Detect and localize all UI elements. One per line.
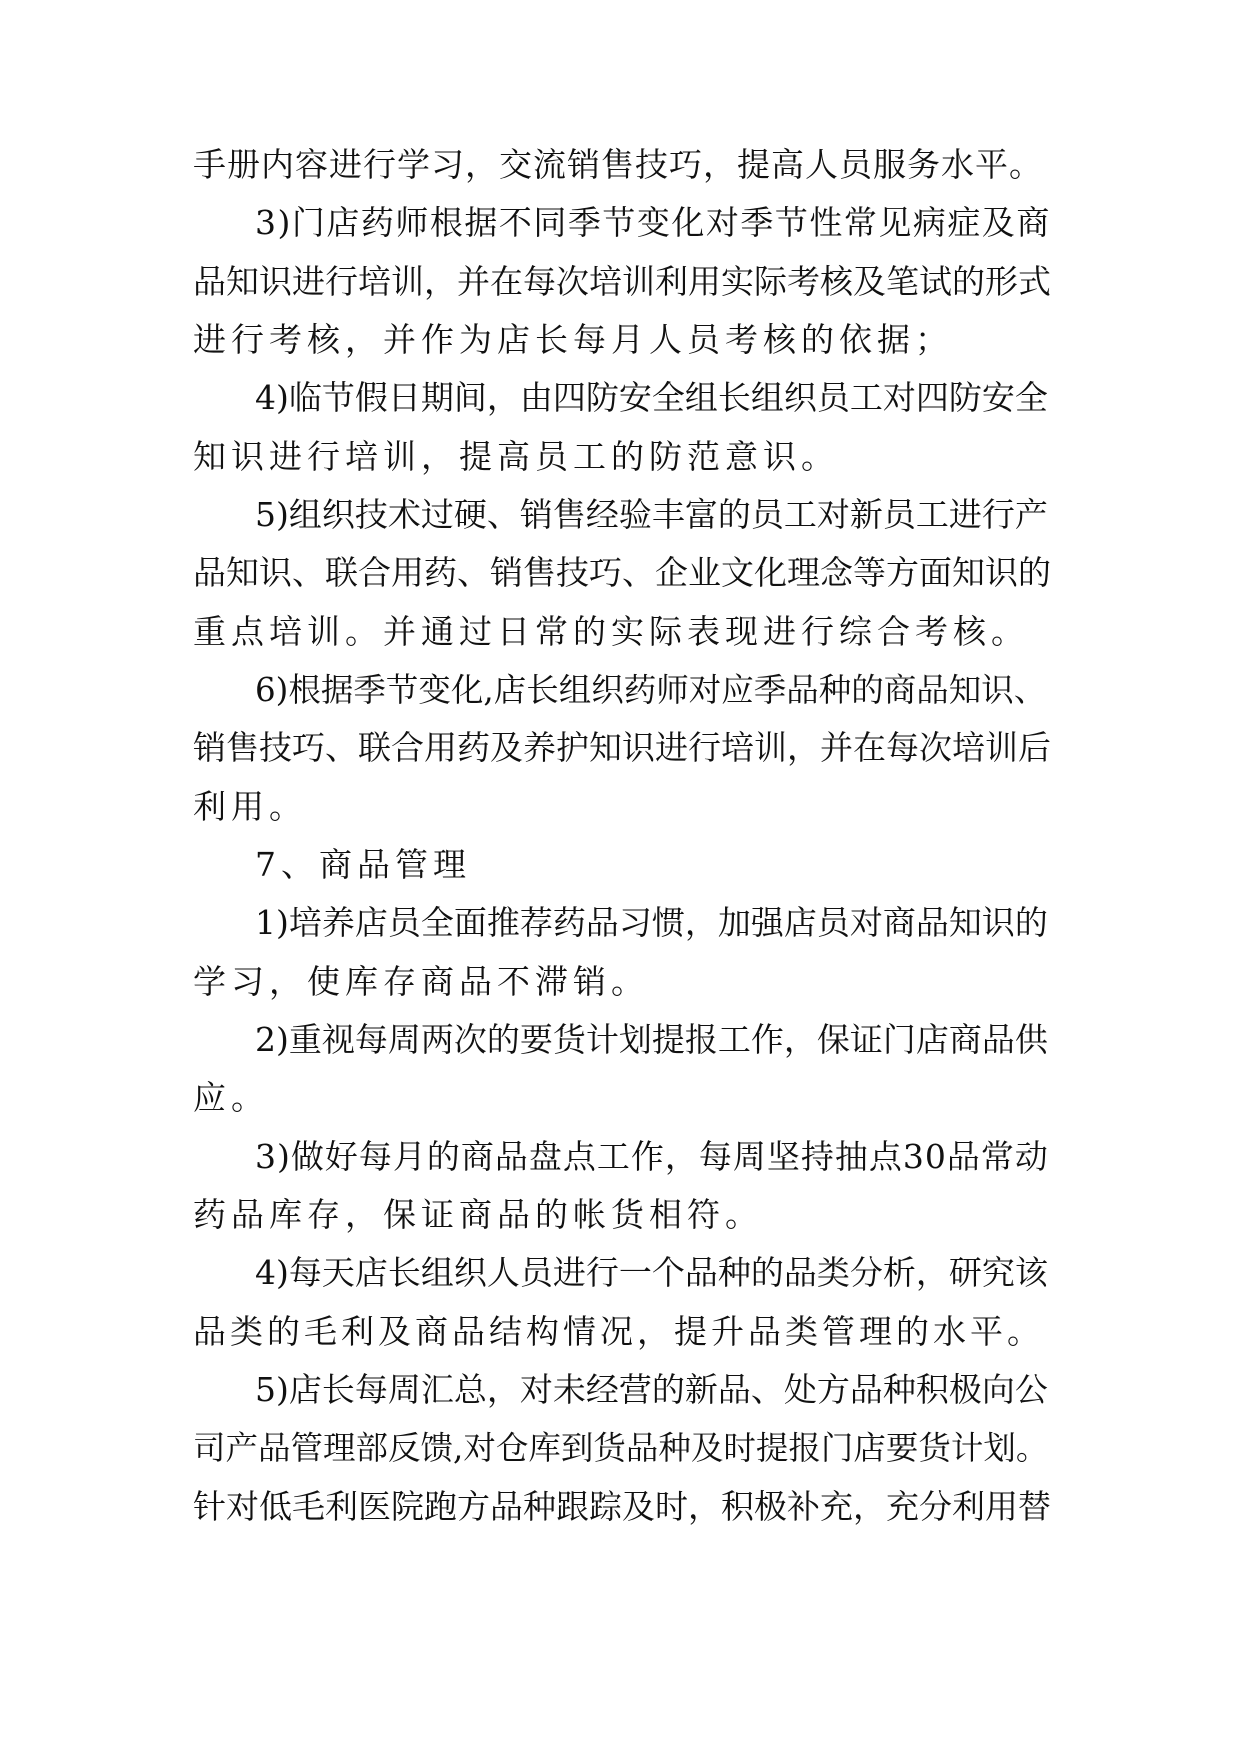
text-line: 销售技巧、联合用药及养护知识进行培训，并在每次培训后	[193, 728, 1051, 767]
text-line: 进行考核，并作为店长每月人员考核的依据；	[193, 320, 953, 359]
text-line: 知识进行培训，提高员工的防范意识。	[193, 437, 839, 476]
text-line: 针对低毛利医院跑方品种跟踪及时，积极补充，充分利用替	[193, 1487, 1051, 1526]
text-line: 品类的毛利及商品结构情况，提升品类管理的水平。	[193, 1312, 1044, 1351]
list-item-1-text: 1)培养店员全面推荐药品习惯，加强店员对商品知识的	[255, 903, 1048, 942]
text-line: 利用。	[193, 787, 307, 826]
list-item-4-text: 4)每天店长组织人员进行一个品种的品类分析，研究该	[255, 1253, 1048, 1292]
text-line: 手册内容进行学习，交流销售技巧，提高人员服务水平。	[193, 145, 1043, 184]
list-item-5-text: 5)组织技术过硬、销售经验丰富的员工对新员工进行产	[255, 495, 1048, 534]
list-item-3-text: 3)门店药师根据不同季节变化对季节性常见病症及商	[255, 203, 1051, 242]
text-line: 司产品管理部反馈,对仓库到货品种及时提报门店要货计划。	[193, 1429, 1049, 1467]
list-item-4-text: 4)临节假日期间，由四防安全组长组织员工对四防安全	[255, 378, 1048, 417]
text-line: 应。	[193, 1078, 269, 1117]
text-line: 药品库存，保证商品的帐货相符。	[193, 1195, 763, 1234]
list-item-2-text: 2)重视每周两次的要货计划提报工作，保证门店商品供	[255, 1020, 1048, 1059]
text-line: 重点培训。并通过日常的实际表现进行综合考核。	[193, 612, 1029, 651]
section-heading: 7、商品管理	[255, 845, 471, 884]
list-item-3-text: 3)做好每月的商品盘点工作，每周坚持抽点30品常动	[255, 1137, 1049, 1176]
text-line: 品知识进行培训，并在每次培训利用实际考核及笔试的形式	[193, 262, 1051, 301]
text-line: 学习，使库存商品不滞销。	[193, 962, 649, 1001]
list-item-6-text: 6)根据季节变化,店长组织药师对应季品种的商品知识、	[255, 671, 1047, 709]
list-item-5-text: 5)店长每周汇总，对未经营的新品、处方品种积极向公	[255, 1370, 1048, 1409]
text-line: 品知识、联合用药、销售技巧、企业文化理念等方面知识的	[193, 553, 1051, 592]
